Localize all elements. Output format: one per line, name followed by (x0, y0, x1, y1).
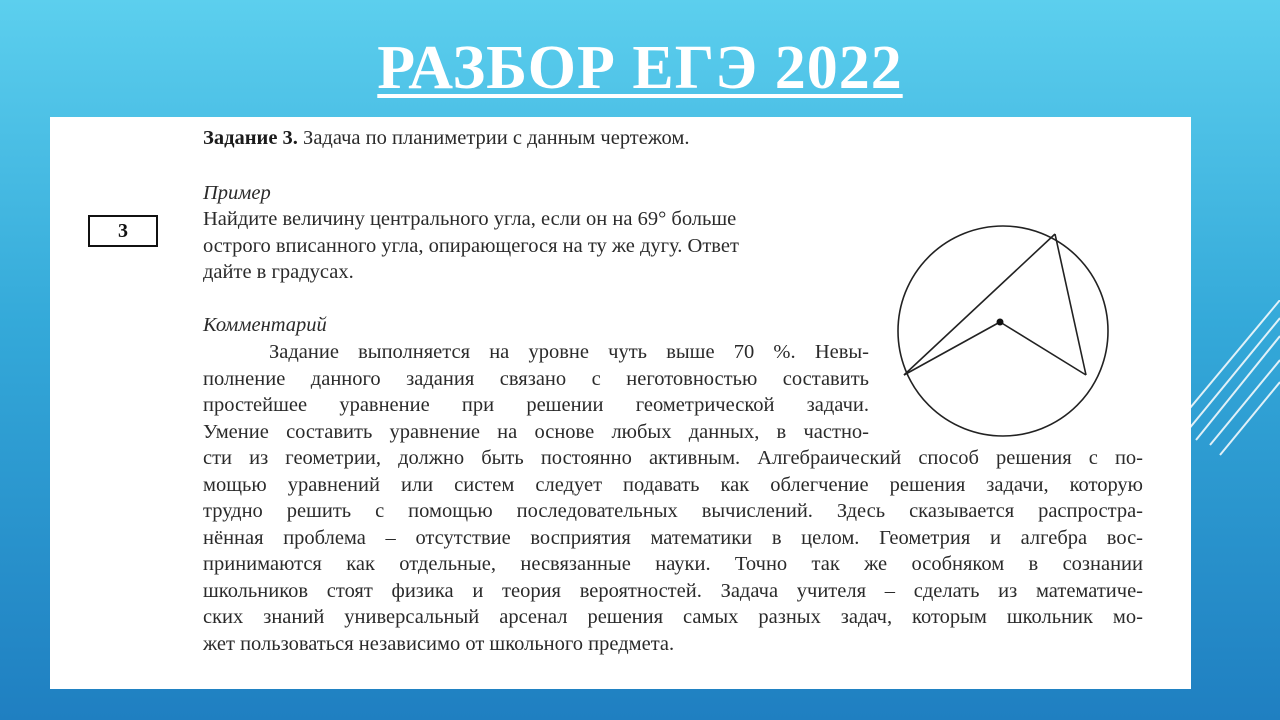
slide-title-text: РАЗБОР ЕГЭ 2022 (377, 34, 903, 102)
example-line: острого вписанного угла, опирающегося на ту же дугу. Ответ (203, 234, 739, 257)
decorative-lines (1180, 300, 1280, 460)
example-line: Найдите величину центрального угла, если он на 69° больше (203, 208, 737, 230)
comment-line: трудно решить с помощью последовательных вычислений. Здесь сказывается распростра- (203, 500, 1143, 522)
comment-line: нённая проблема – отсутствие восприятия математики в целом. Геометрия и алгебра вос- (203, 526, 1143, 549)
comment-line: жет пользоваться независимо от школьного предмета. (203, 632, 675, 655)
circle-figure (888, 225, 1118, 445)
comment-text-narrow (203, 339, 869, 445)
comment-text-wide (203, 445, 1143, 657)
task-number: 3 (118, 219, 128, 242)
comment-line: Умение составить уравнение на основе любых данных, в частно- (203, 420, 869, 443)
task-heading-bold: Задание 3. (203, 127, 298, 149)
comment-line: сти из геометрии, должно быть постоянно активным. Алгебраический способ решения с по- (203, 447, 1143, 469)
comment-line: ских знаний универсальный арсенал решения самых разных задач, которым школьник мо- (203, 606, 1143, 628)
slide-title (0, 30, 1280, 106)
comment-line: школьников стоят физика и теория вероятностей. Задача учителя – сделать из математиче- (203, 579, 1143, 602)
chord-inscribed-b (1055, 234, 1086, 375)
document-panel (50, 117, 1191, 689)
task-number-box (88, 215, 158, 247)
example-label: Пример (203, 182, 271, 204)
task-heading-rest: Задача по планиметрии с данным чертежом. (297, 127, 690, 149)
example-line: дайте в градусах. (203, 261, 354, 283)
comment-line: полнение данного задания связано с неготовностью составить (203, 367, 869, 390)
comment-line: мощью уравнений или систем следует подавать как облегчение решения задачи, которую (203, 473, 1143, 496)
comment-line: простейшее уравнение при решении геометрической задачи. (203, 394, 869, 416)
chord-inscribed-a (904, 234, 1055, 375)
center-point (997, 319, 1004, 326)
example-text (203, 206, 843, 286)
comment-line: Задание выполняется на уровне чуть выше 70 %. Невы- (269, 341, 869, 363)
comment-line: принимаются как отдельные, несвязанные науки. Точно так же особняком в сознании (203, 553, 1143, 575)
radius-b (1000, 322, 1086, 375)
comment-label: Комментарий (203, 314, 327, 336)
task-heading (203, 125, 923, 152)
